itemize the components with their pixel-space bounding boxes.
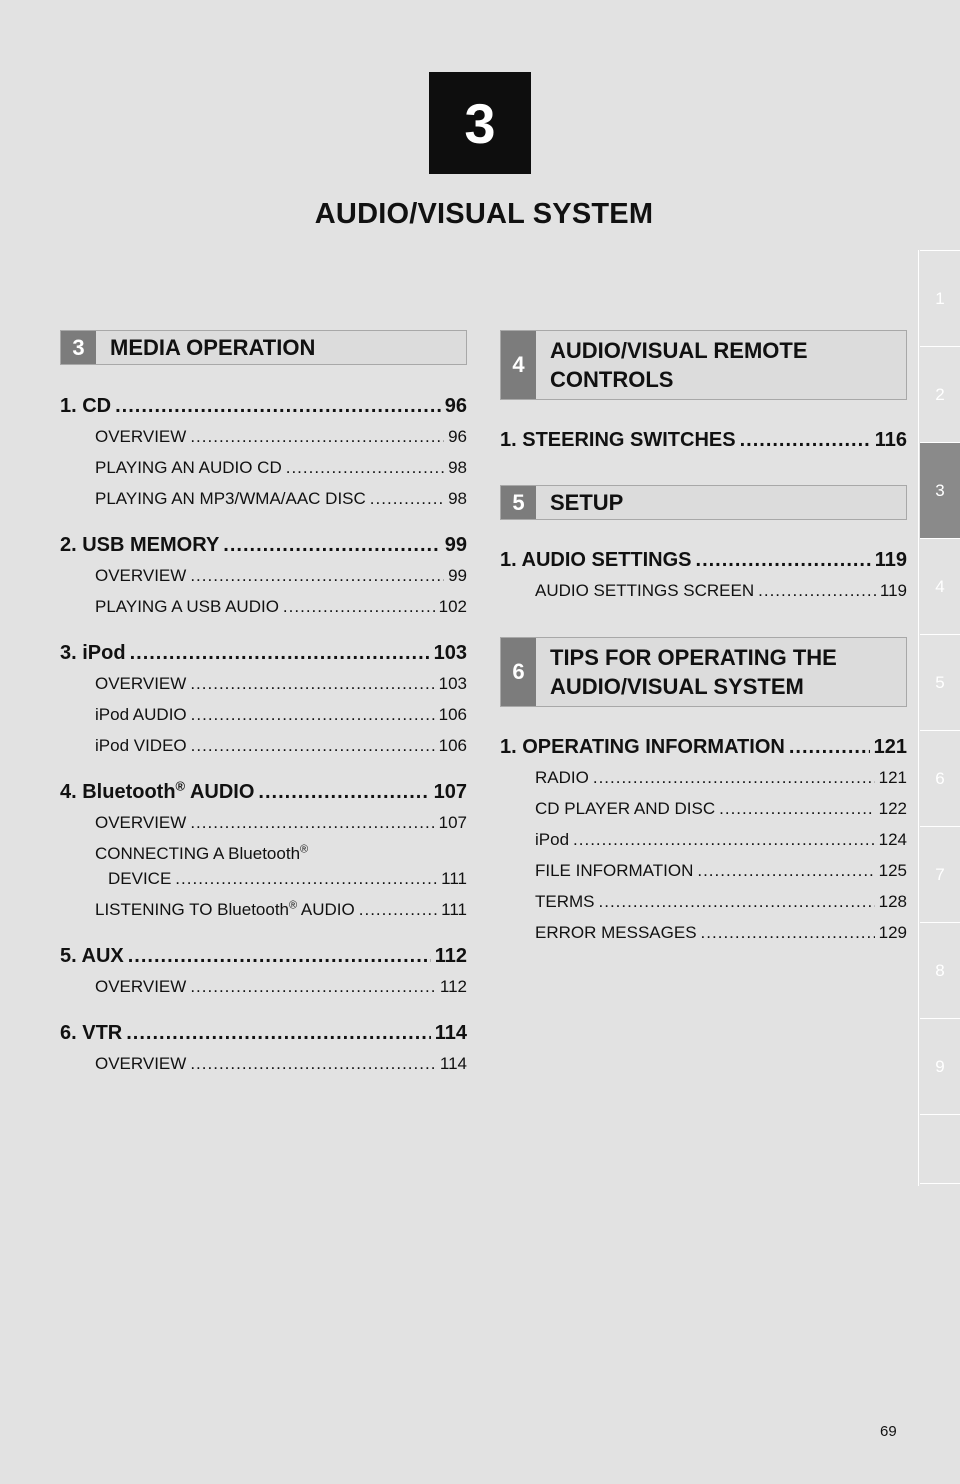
toc-sub-entry[interactable] bbox=[60, 457, 467, 479]
section-title-line: AUDIO/VISUAL REMOTE bbox=[550, 338, 808, 363]
entry-page: 116 bbox=[874, 429, 907, 451]
toc-entry-vtr[interactable] bbox=[60, 1020, 467, 1046]
sub-title: PLAYING AN MP3/WMA/AAC DISC bbox=[95, 489, 366, 508]
tab-8[interactable]: 8 bbox=[920, 922, 960, 1018]
entry-page: 119 bbox=[874, 549, 907, 571]
sub-page: 98 bbox=[448, 489, 467, 508]
sub-title: RADIO bbox=[535, 768, 589, 787]
leader-dots bbox=[190, 673, 434, 695]
sub-title: OVERVIEW bbox=[95, 674, 187, 693]
sub-title: CD PLAYER AND DISC bbox=[535, 799, 716, 818]
entry-title: 1. STEERING SWITCHES bbox=[500, 429, 736, 451]
leader-dots bbox=[130, 640, 430, 666]
sub-title: DEVICE bbox=[108, 869, 172, 888]
leader-dots bbox=[283, 596, 435, 618]
section-number: 3 bbox=[61, 331, 96, 364]
leader-dots bbox=[115, 393, 441, 419]
sub-title: iPod AUDIO bbox=[95, 705, 187, 724]
sub-title: OVERVIEW bbox=[95, 1054, 187, 1073]
leader-dots bbox=[593, 767, 875, 789]
entry-page: 96 bbox=[444, 395, 467, 417]
toc-entry-audio-settings[interactable] bbox=[500, 547, 907, 573]
toc-entry-aux[interactable] bbox=[60, 943, 467, 969]
sub-title-part: AUDIO bbox=[297, 900, 355, 919]
leader-dots bbox=[190, 976, 436, 998]
toc-sub-entry-line1[interactable] bbox=[60, 843, 467, 865]
sub-page: 102 bbox=[438, 597, 467, 616]
entry-title: 1. CD bbox=[60, 395, 112, 417]
sub-title: OVERVIEW bbox=[95, 813, 187, 832]
sub-title: PLAYING A USB AUDIO bbox=[95, 597, 279, 616]
sub-title: OVERVIEW bbox=[95, 427, 187, 446]
sub-page: 128 bbox=[878, 892, 907, 911]
entry-title: 2. USB MEMORY bbox=[60, 534, 220, 556]
sub-title: OVERVIEW bbox=[95, 977, 187, 996]
toc-sub-entry[interactable] bbox=[60, 704, 467, 726]
leader-dots bbox=[719, 798, 875, 820]
leader-dots bbox=[696, 547, 871, 573]
sub-title: ERROR MESSAGES bbox=[535, 923, 697, 942]
entry-page: 107 bbox=[433, 781, 467, 803]
sub-title bbox=[95, 843, 308, 865]
sub-title: PLAYING AN AUDIO CD bbox=[95, 458, 282, 477]
entry-title: 1. OPERATING INFORMATION bbox=[500, 736, 785, 758]
sub-page: 125 bbox=[878, 861, 907, 880]
leader-dots bbox=[190, 1053, 436, 1075]
tab-1[interactable]: 1 bbox=[920, 250, 960, 346]
registered-mark: ® bbox=[300, 843, 309, 856]
section-header-setup bbox=[500, 485, 907, 520]
entry-title: 3. iPod bbox=[60, 642, 126, 664]
sub-page: 121 bbox=[878, 768, 907, 787]
sub-page: 103 bbox=[438, 674, 467, 693]
leader-dots bbox=[190, 565, 444, 587]
toc-entry-steering-switches[interactable] bbox=[500, 427, 907, 453]
entry-title bbox=[60, 779, 254, 805]
section-number: 4 bbox=[501, 331, 536, 399]
section-title bbox=[536, 331, 822, 399]
toc-sub-entry[interactable] bbox=[60, 1053, 467, 1075]
tab-4[interactable]: 4 bbox=[920, 538, 960, 634]
toc-sub-entry[interactable] bbox=[60, 673, 467, 695]
leader-dots bbox=[191, 735, 435, 757]
toc-sub-entry[interactable] bbox=[500, 891, 907, 913]
section-title: MEDIA OPERATION bbox=[110, 335, 316, 360]
sub-title: OVERVIEW bbox=[95, 566, 187, 585]
chapter-title: AUDIO/VISUAL SYSTEM bbox=[314, 198, 654, 230]
sub-page: 106 bbox=[438, 736, 467, 755]
tab-5[interactable]: 5 bbox=[920, 634, 960, 730]
toc-sub-entry[interactable] bbox=[60, 488, 467, 510]
section-header-remote-controls bbox=[500, 330, 907, 400]
sub-title: FILE INFORMATION bbox=[535, 861, 694, 880]
toc-entry-bluetooth-audio[interactable] bbox=[60, 779, 467, 805]
leader-dots bbox=[128, 943, 431, 969]
section-number: 5 bbox=[501, 486, 536, 519]
entry-title: 5. AUX bbox=[60, 945, 124, 967]
leader-dots bbox=[258, 779, 429, 805]
tab-blank bbox=[920, 1114, 960, 1184]
sub-title-part: LISTENING TO Bluetooth bbox=[95, 900, 290, 919]
leader-dots bbox=[701, 922, 875, 944]
left-column bbox=[60, 330, 467, 1075]
leader-dots bbox=[126, 1020, 430, 1046]
right-column bbox=[500, 330, 907, 944]
sub-page: 111 bbox=[441, 869, 467, 888]
page-number: 69 bbox=[880, 1423, 897, 1440]
entry-title: 1. AUDIO SETTINGS bbox=[500, 549, 692, 571]
entry-page: 112 bbox=[434, 945, 467, 967]
leader-dots bbox=[223, 532, 440, 558]
toc-sub-entry[interactable] bbox=[500, 798, 907, 820]
toc-sub-entry[interactable] bbox=[500, 829, 907, 851]
entry-page: 103 bbox=[433, 642, 467, 664]
toc-sub-entry[interactable] bbox=[60, 596, 467, 618]
entry-title-part: 4. Bluetooth bbox=[60, 781, 176, 803]
section-header-media-operation bbox=[60, 330, 467, 365]
sub-title-part: CONNECTING A Bluetooth bbox=[95, 844, 301, 863]
leader-dots bbox=[370, 488, 444, 510]
sub-title: AUDIO SETTINGS SCREEN bbox=[535, 581, 755, 600]
leader-dots bbox=[789, 734, 870, 760]
tab-6[interactable]: 6 bbox=[920, 730, 960, 826]
sub-page: 99 bbox=[448, 566, 467, 585]
tab-7[interactable]: 7 bbox=[920, 826, 960, 922]
section-title: SETUP bbox=[550, 490, 624, 515]
tab-3[interactable]: 3 bbox=[920, 442, 960, 538]
sub-title: iPod bbox=[535, 830, 570, 849]
sub-page: 96 bbox=[448, 427, 467, 446]
leader-dots bbox=[286, 457, 444, 479]
toc-entry-operating-information[interactable] bbox=[500, 734, 907, 760]
entry-page: 121 bbox=[873, 736, 907, 758]
tab-2[interactable]: 2 bbox=[920, 346, 960, 442]
sub-page: 112 bbox=[439, 977, 467, 996]
sub-page: 114 bbox=[439, 1054, 467, 1073]
entry-page: 114 bbox=[434, 1022, 467, 1044]
leader-dots bbox=[758, 580, 876, 602]
section-number: 6 bbox=[501, 638, 536, 706]
leader-dots bbox=[190, 426, 444, 448]
leader-dots bbox=[175, 868, 437, 890]
toc-entry-ipod[interactable] bbox=[60, 640, 467, 666]
toc-sub-entry[interactable] bbox=[60, 426, 467, 448]
toc-sub-entry-line2[interactable] bbox=[60, 868, 467, 890]
sub-title bbox=[95, 899, 355, 921]
chapter-tabs bbox=[920, 250, 960, 1184]
section-header-tips bbox=[500, 637, 907, 707]
sub-page: 124 bbox=[878, 830, 907, 849]
sub-page: 119 bbox=[879, 581, 907, 600]
sub-title: TERMS bbox=[535, 892, 595, 911]
sub-page: 111 bbox=[441, 900, 467, 919]
leader-dots bbox=[359, 899, 437, 921]
toc-sub-entry[interactable] bbox=[500, 580, 907, 602]
entry-page: 99 bbox=[444, 534, 467, 556]
registered-mark: ® bbox=[175, 778, 186, 794]
sub-page: 107 bbox=[438, 813, 467, 832]
registered-mark: ® bbox=[289, 899, 298, 912]
section-title bbox=[536, 638, 851, 706]
leader-dots bbox=[697, 860, 874, 882]
entry-title: 6. VTR bbox=[60, 1022, 123, 1044]
sub-page: 122 bbox=[878, 799, 907, 818]
chapter-number-box: 3 bbox=[429, 72, 531, 174]
toc-entry-cd[interactable] bbox=[60, 393, 467, 419]
entry-title-part: AUDIO bbox=[185, 781, 255, 803]
section-title-line: TIPS FOR OPERATING THE bbox=[550, 645, 837, 670]
toc-sub-entry[interactable] bbox=[60, 899, 467, 921]
section-title-line: AUDIO/VISUAL SYSTEM bbox=[550, 674, 804, 699]
leader-dots bbox=[191, 704, 435, 726]
toc-sub-entry[interactable] bbox=[60, 565, 467, 587]
toc-sub-entry[interactable] bbox=[60, 976, 467, 998]
sub-page: 106 bbox=[438, 705, 467, 724]
leader-dots bbox=[190, 812, 434, 834]
toc-entry-usb-memory[interactable] bbox=[60, 532, 467, 558]
leader-dots bbox=[573, 829, 875, 851]
leader-dots bbox=[740, 427, 871, 453]
toc-sub-entry[interactable] bbox=[500, 860, 907, 882]
sub-page: 129 bbox=[878, 923, 907, 942]
tab-9[interactable]: 9 bbox=[920, 1018, 960, 1114]
sub-page: 98 bbox=[448, 458, 467, 477]
section-title-line: CONTROLS bbox=[550, 367, 674, 392]
toc-sub-entry[interactable] bbox=[500, 767, 907, 789]
toc-sub-entry[interactable] bbox=[500, 922, 907, 944]
toc-sub-entry[interactable] bbox=[60, 735, 467, 757]
tab-divider bbox=[918, 250, 919, 1186]
sub-title: iPod VIDEO bbox=[95, 736, 187, 755]
leader-dots bbox=[599, 891, 875, 913]
toc-sub-entry[interactable] bbox=[60, 812, 467, 834]
